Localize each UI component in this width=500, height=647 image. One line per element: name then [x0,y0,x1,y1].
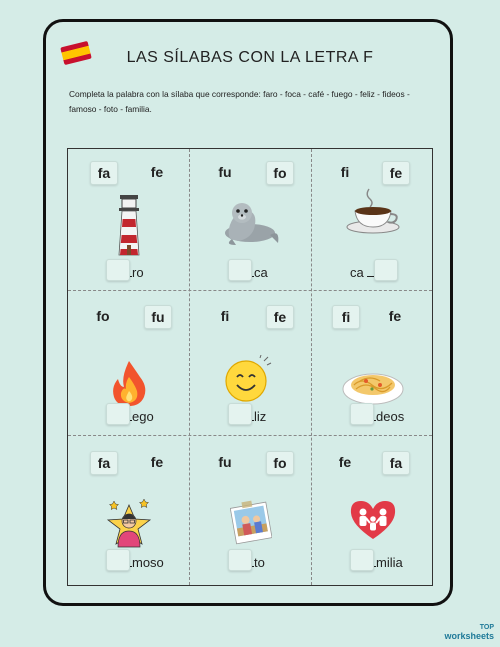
answer-drop-slot[interactable] [350,549,374,571]
answer-area [312,549,433,573]
photo-icon [230,499,272,549]
syllable-option[interactable]: fi [332,305,360,329]
syllable-option[interactable]: fo [266,161,294,185]
word-fragment: milia [352,553,403,570]
word-fragment: ro [108,263,144,280]
syllable-option[interactable]: fe [382,161,410,185]
word-fragment: liz [230,407,266,424]
answer-drop-slot[interactable] [350,403,374,425]
seal-icon [220,199,282,251]
exercise-cell [312,293,433,439]
syllable-option[interactable]: fo [266,451,294,475]
answer-area [68,549,189,573]
answer-area [190,549,311,573]
answer-area [190,403,311,427]
word-fragment: deos [352,407,404,424]
word-fragment: ca [350,263,391,280]
answer-drop-slot[interactable] [106,403,130,425]
syllable-option[interactable]: fu [218,164,232,180]
answer-drop-slot[interactable] [106,549,130,571]
word-fragment: moso [108,553,164,570]
exercise-cell [68,293,189,439]
answer-area [68,403,189,427]
syllable-option[interactable]: fe [150,454,164,470]
answer-drop-slot[interactable] [228,549,252,571]
instructions-text: Completa la palabra con la sílaba que corresponde: faro - foca - café - fuego - feliz - fideos - famoso - foto - familia. [69,89,410,114]
syllable-option[interactable]: fa [90,451,118,475]
syllable-option[interactable]: fe [266,305,294,329]
answer-area [312,259,433,283]
lighthouse-icon [114,193,144,261]
star-person-icon [106,497,152,553]
exercise-cell [190,149,311,295]
brand-logo: TOP worksheets [444,624,494,641]
syllable-option[interactable]: fa [90,161,118,185]
syllable-option[interactable]: fe [150,164,164,180]
exercise-cell [312,439,433,585]
smiley-icon [224,355,272,407]
syllable-option[interactable]: fu [218,454,232,470]
answer-area [68,259,189,283]
exercise-cell [68,439,189,585]
syllable-option[interactable]: fo [96,308,110,324]
answer-drop-slot[interactable] [228,259,252,281]
answer-area [312,403,433,427]
exercise-grid [67,148,433,586]
exercise-cell [68,149,189,295]
syllable-option[interactable]: fi [220,308,230,324]
syllable-option[interactable]: fe [338,454,352,470]
syllable-option[interactable]: fe [388,308,402,324]
syllable-option[interactable]: fa [382,451,410,475]
syllable-option[interactable]: fi [340,164,350,180]
family-heart-icon [348,499,398,545]
word-fragment: ego [108,407,154,424]
answer-drop-slot[interactable] [228,403,252,425]
syllable-option[interactable]: fu [144,305,172,329]
answer-drop-slot[interactable] [106,259,130,281]
word-fragment: to [230,553,265,570]
exercise-cell [312,149,433,295]
exercise-cell [190,293,311,439]
page-title: LAS SÍLABAS CON LA LETRA F [126,49,374,66]
coffee-cup-icon [345,187,401,239]
answer-area [190,259,311,283]
answer-drop-slot[interactable] [374,259,398,281]
word-fragment: ca [230,263,268,280]
exercise-cell [190,439,311,585]
